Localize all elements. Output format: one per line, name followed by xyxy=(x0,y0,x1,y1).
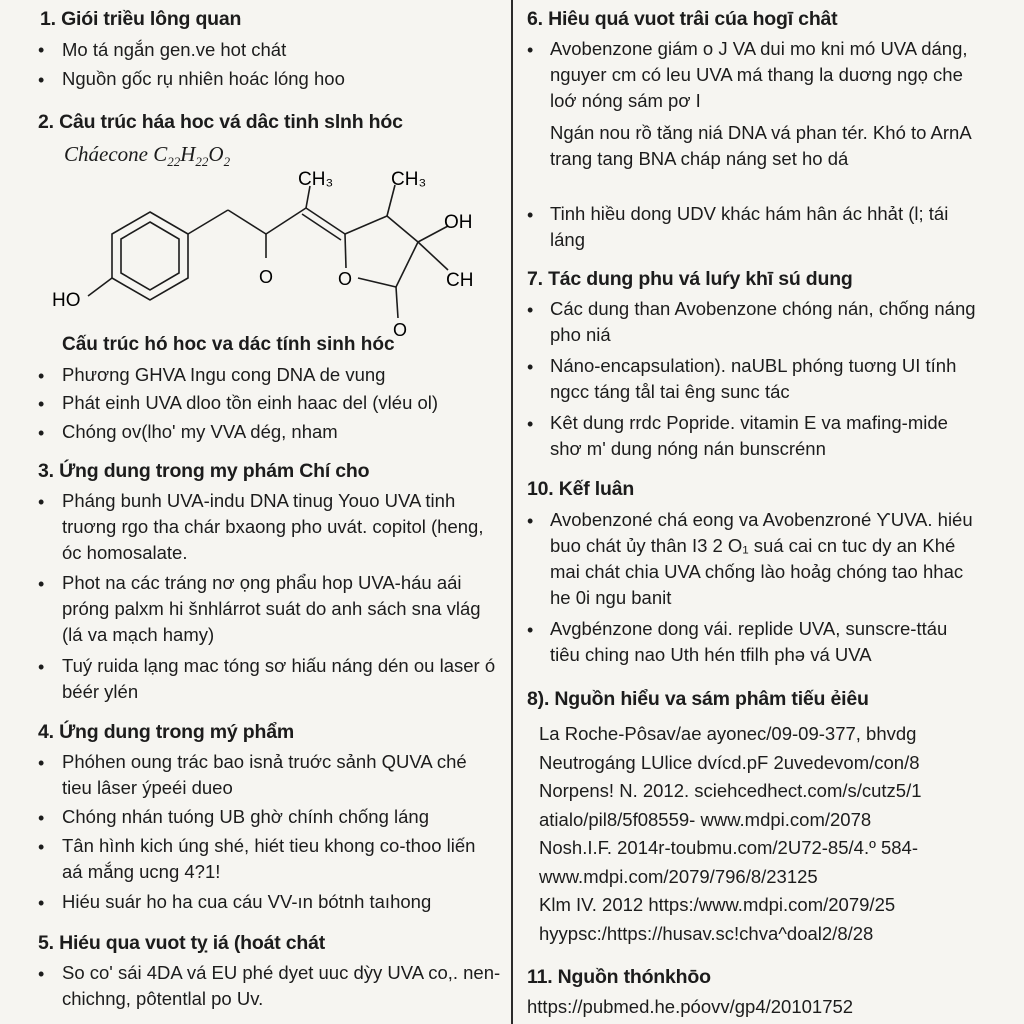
bullet-icon: • xyxy=(527,357,534,377)
reference-item: Norpens! N. 2012. sciehcedhect.com/s/cutz5/1 xyxy=(539,780,922,801)
bullet-icon: • xyxy=(38,893,45,913)
section-10-title: 10. Kếf luân xyxy=(527,478,635,500)
bullet-icon: • xyxy=(527,205,534,225)
bullet-icon: • xyxy=(38,753,45,773)
section-4-title: 4. Ứng dung trong mý phẩm xyxy=(38,721,295,743)
section-7-bullet-3: Kêt dung rrdc Popride. vitamin E va mafing-mide shơ m' dung nóng nán bunscrénn xyxy=(550,412,948,459)
bullet-icon: • xyxy=(38,657,45,677)
section-8-title: 8). Nguồn hiểu va sám phâm tiếu ẻiêu xyxy=(527,688,869,710)
section-11-title: 11. Nguồn thónkhōo xyxy=(527,966,711,988)
ch3-label: CH₃ xyxy=(391,169,427,190)
section-3-title: 3. Ứng dung trong my phám Chí cho xyxy=(38,460,370,482)
ch3-label: CH₃ xyxy=(298,169,334,190)
bullet-icon: • xyxy=(38,366,45,386)
reference-list xyxy=(539,720,922,948)
bullet-icon: • xyxy=(38,964,45,984)
section-2-bullet-3: Chóng ov(lho' my VVA dég, nham xyxy=(62,421,338,442)
section-4-bullet-1: Phóhen oung trác bao isnả truớc sảnh QUVA ché tieu lâser ýpeéi dueo xyxy=(62,751,467,798)
section-6-bullet-2: Tinh hiều dong UDV khác hám hân ác hhảt (l; tái láng xyxy=(550,203,949,250)
section-3-bullet-3: Tuý ruida lạng mac tóng sơ hiấu náng dén ou laser ó béér ylén xyxy=(62,655,496,702)
oh-label: OH xyxy=(444,212,473,233)
section-1-bullet-2: Nguồn gốc rụ nhiên hoác lóng hoo xyxy=(62,68,345,89)
ho-label: HO xyxy=(52,290,81,311)
reference-item: hyypsc:/https://husav.sc!chva^doal2/8/28 xyxy=(539,922,874,944)
reference-item: La Roche-Pôsav/ae ayonec/09-09-377, bhvdg xyxy=(539,723,917,744)
molecular-structure-diagram xyxy=(0,160,512,340)
bullet-icon: • xyxy=(38,70,45,90)
reference-item: Nosh.I.F. 2014r-toubmu.com/2U72-85/4.º 584- xyxy=(539,837,919,858)
section-6-paragraph: Ngán nou rồ tǎng niá DNA vá phan tér. Khó to ArnA trang tang BNA cháp náng set ho dá xyxy=(550,122,971,169)
oxygen-label: O xyxy=(338,269,353,289)
reference-item: atialo/pil8/5f08559- www.mdpi.com/2078 xyxy=(539,808,872,830)
section-5-bullet-1: So co' sái 4DA vá EU phé dyet uuc dỳy UVA co,. nen-chichng, pôtentlal po Uv. xyxy=(62,962,501,1009)
chemical-formula: Cháecone $C_{22}H_{22}O_2$ xyxy=(64,142,231,170)
bullet-icon: • xyxy=(38,574,45,594)
section-7-bullet-2: Náno-encapsulation). naUBL phóng tuơng UI tính ngcc táng tål tai êng sunc tác xyxy=(550,355,957,402)
section-3-bullet-2: Phot na các tráng nơ ọng phẩu hop UVA-háu aái próng palxm hi šnhlárrot suát do anh sách sna vlág (lá va mạch hamy) xyxy=(62,572,481,645)
section-10-bullet-1: Avobenzoné chá eong va Avobenzroné ƳUVA. hiéu buo chát ủy thân I3 2 O₁ suá cai cn tuc dy an Khé mai chát chia UVA chống lào hoảg chóng tao hhac he 0i ngu banit xyxy=(550,509,973,608)
section-7-bullet-1: Các dung than Avobenzone chóng nán, chống náng pho niá xyxy=(550,298,976,345)
bullet-icon: • xyxy=(38,492,45,512)
oxygen-label: O xyxy=(259,267,274,287)
source-url: https://pubmed.he.póovv/gp4/20101752 xyxy=(527,996,854,1017)
bullet-icon: • xyxy=(38,837,45,857)
bullet-icon: • xyxy=(527,414,534,434)
section-4-bullet-3: Tân hình kich úng shé, hiét tieu khong co-thoo liến aá mắng ucng 4?1! xyxy=(62,835,476,882)
section-7-title: 7. Tác dung phu vá luŕy khī sú dung xyxy=(527,268,853,290)
bullet-icon: • xyxy=(527,620,534,640)
reference-item: Klm IV. 2012 https:/www.mdpi.com/2079/25 xyxy=(539,894,896,915)
section-2-bullet-2: Phát einh UVA dloo tồn einh haac del (vléu ol) xyxy=(62,392,439,413)
bullet-icon: • xyxy=(38,423,45,443)
bullet-icon: • xyxy=(527,511,534,531)
section-2-title: 2. Câu trúc háa hoc vá dâc tinh slnh hóc xyxy=(38,111,403,133)
bullet-icon: • xyxy=(38,808,45,828)
ch-label: CH xyxy=(446,270,474,291)
section-1-title: 1. Giói triều lông quan xyxy=(40,8,242,30)
reference-item: Neutrogáng LUlice dvícd.pF 2uvedevom/con/8 xyxy=(539,751,920,773)
reference-item: www.mdpi.com/2079/796/8/23125 xyxy=(539,865,818,887)
section-3-bullet-1: Pháng bunh UVA-indu DNA tinug Youo UVA tinh truơng rgo tha chár bxaong pho uvát. copitol (heng, óc homosalate. xyxy=(62,490,484,563)
section-6-title: 6. Hiêu quá vuot trâi cúa hogī chât xyxy=(527,8,838,30)
bullet-icon: • xyxy=(527,300,534,320)
oxygen-label: O xyxy=(393,320,408,340)
section-4-bullet-4: Hiéu suár ho ha cua cáu VV-ın bótnh taıhong xyxy=(62,891,432,912)
structure-caption: Cấu trúc hó hoc va dác tính sinh hóc xyxy=(62,334,395,355)
bullet-icon: • xyxy=(38,394,45,414)
bullet-icon: • xyxy=(527,40,534,60)
section-6-bullet-1: Avobenzone giám o J VA dui mo kni mó UVA dáng, nguyer cm có leu UVA má thang la duơng ngọ che loớ nóng sám pơ I xyxy=(550,38,968,111)
section-2-bullet-1: Phương GHVA Ingu cong DNA de vung xyxy=(62,364,386,385)
section-4-bullet-2: Chóng nhán tuóng UB ghờ chính chống láng xyxy=(62,806,429,827)
section-10-bullet-2: Avgbénzone dong vái. replide UVA, sunscre-ttáu tiêu ching nao Uth hén tfilh phə vá UVA xyxy=(550,618,948,665)
bullet-icon: • xyxy=(38,40,45,60)
section-5-title: 5. Hiéu qua vuot tỵ iá (hoát chát xyxy=(38,932,326,954)
section-1-bullet-1: Mo tá ngắn gen.ve hot chát xyxy=(62,39,287,60)
right-column xyxy=(513,0,1024,1024)
